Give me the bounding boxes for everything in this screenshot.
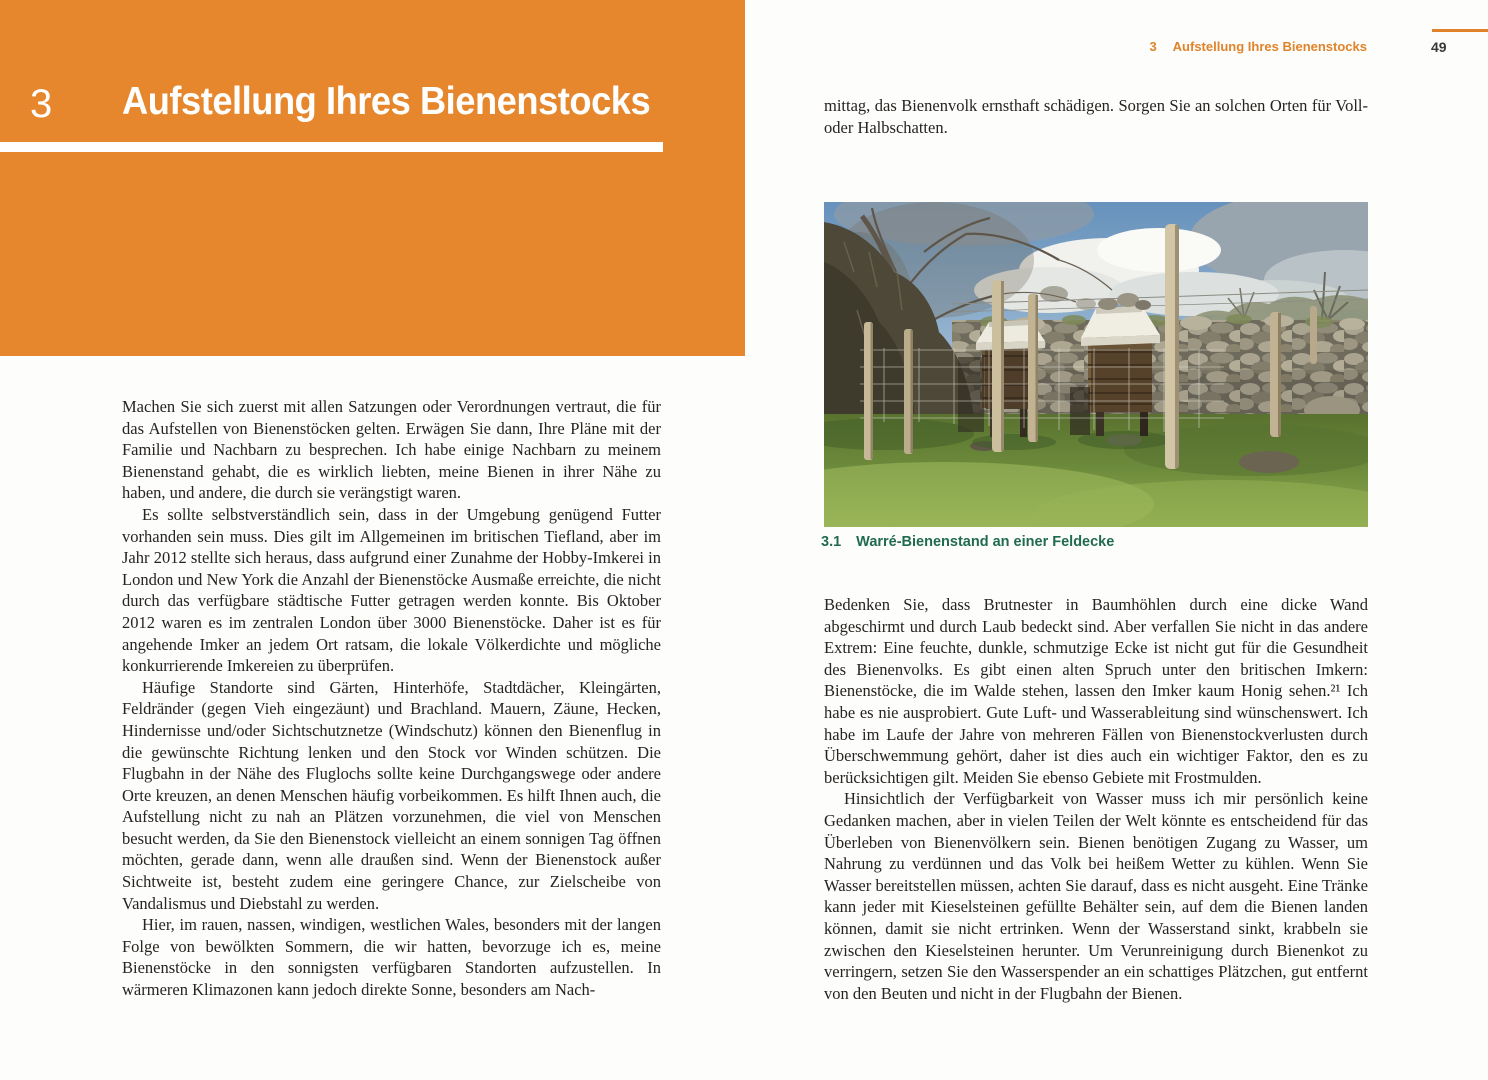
figure-caption-text: Warré-Bienenstand an einer Feldecke (856, 534, 1115, 550)
paragraph: Hinsichtlich der Verfügbarkeit von Wasser muss ich mir persönlich keine Gedanken machen, aber in vielen Teilen der Welt könnte es entscheidend für das Überleben von Bienenvölkern sein. Bienen benötigen Zugang zu Wasser, um Nahrung zu verdünnen und das Volk bei heißem Wetter zu kühlen. Wenn Sie Wasser bereitstellen müssen, achten Sie darauf, dass es nicht ausgeht. Eine Tränke kann jeder mit Kieselsteinen gefüllte Behälter sein, auf dem die Bienen landen können, damit sie nicht ertrinken. Wenn der Wasserstand sinkt, krabbeln sie zwischen den Kieselsteinen herunter. Um Verunreinigung durch Bienenkot zu verringern, setzen Sie den Wasserspender an ein schattiges Plätzchen, gut entfernt von den Beuten und nicht in der Flugbahn der Bienen. (824, 789, 1368, 1003)
figure-3-1 (824, 202, 1368, 527)
running-header-chapter-number: 3 (1149, 39, 1157, 54)
folio-rule (1432, 29, 1488, 32)
left-page-text-column (122, 396, 661, 1001)
figure-caption-number: 3.1 (821, 534, 842, 550)
chapter-title-rule (0, 142, 663, 152)
paragraph: Bedenken Sie, dass Brutnester in Baumhöhlen durch eine dicke Wand abgeschirmt und durch Laub bedeckt sind. Aber verfallen Sie nicht in das andere Extrem: Eine feuchte, dunkle, schmutzige Ecke ist nicht gut für die Gesundheit des Bienenvolks. Es gibt einen alten Spruch unter den britischen Imkern: Bienenstöcke, die im Walde stehen, lassen den Imker kaum Honig sehen.²¹ Ich habe es nie ausprobiert. Gute Luft- und Wasserableitung sind wünschenswert. Ich habe im Laufe der Jahre von mehreren Fällen von Bienenstockverlusten durch Überschwemmung gehört, daher ist dies auch ein wichtiger Faktor, den es zu berücksichtigen gilt. Meiden Sie ebenso Gebiete mit Frostmulden. (824, 595, 1368, 787)
paragraph: Es sollte selbstverständlich sein, dass in der Umgebung genügend Futter vorhanden sein muss. Dies gilt im Allgemeinen im britischen Tiefland, aber im Jahr 2012 stellte sich heraus, dass aufgrund einer Zunahme der Hobby-Imkerei in London und New York die Anzahl der Bienenstöcke Ausmaße erreichte, die nicht durch das verfügbare städtische Futter getragen werden konnte. Bis Oktober 2012 waren es im zentralen London über 3000 Bienenstöcke. Daher ist es für angehende Imker an jedem Ort ratsam, die lokale Völkerdichte und mögliche konkurrierende Imkereien zu überprüfen. (122, 504, 661, 676)
photo-shadow-gap (1070, 387, 1090, 435)
photo-shadow-gap (958, 357, 984, 432)
right-page-intro-text (824, 95, 1368, 138)
running-header-title: Aufstellung Ihres Bienenstocks (1172, 39, 1367, 54)
paragraph: Machen Sie sich zuerst mit allen Satzungen oder Verordnungen vertraut, die für das Aufstellen von Bienenstöcken gelten. Erwägen Sie dann, Ihre Pläne mit der Familie und Nachbarn zu besprechen. Ich habe einige Nachbarn zu meinem Bienenstand gehabt, die es wirklich liebten, meine Bienen in ihrer Nähe zu haben, und andere, die durch sie verängstigt waren. (122, 397, 661, 503)
chapter-number: 3 (30, 82, 53, 126)
photo-hive-shadow (1078, 431, 1170, 449)
chapter-header-block (0, 0, 745, 356)
running-header (1149, 39, 1367, 54)
chapter-title: Aufstellung Ihres Bienenstocks (122, 80, 651, 123)
paragraph: Häufige Standorte sind Gärten, Hinterhöfe, Stadtdächer, Kleingärten, Feldränder (gegen Vieh eingezäunt) und Brachland. Mauern, Zäune, Hecken, Hindernisse und/oder Sichtschutznetze (Windschutz) können den Bienenflug in die gewünschte Richtung lenken und den Stock vor Winden schützen. Die Flugbahn in der Nähe des Fluglochs sollte keine Durchgangswege oder andere Orte kreuzen, an denen Menschen häufig vorbeikommen. Es hilft Ihnen auch, die Aufstellung nicht zu nah an Plätzen vorzunehmen, die viel von Menschen besucht werden, da Sie den Bienenstock vielleicht an einem sonnigen Tag öffnen möchten, gerade dann, wenn alle draußen sind. Wenn der Bienenstock außer Sichtweite ist, besteht zudem eine geringere Chance, zur Zielscheibe von Vandalismus und Diebstahl zu werden. (122, 677, 661, 913)
right-page-text-column (824, 594, 1368, 1004)
paragraph: Hier, im rauen, nassen, windigen, westlichen Wales, besonders mit der langen Folge von bewölkten Sommern, die wir hatten, bevorzuge ich es, meine Bienenstöcke in den sonnigsten verfügbaren Standorten aufzustellen. In wärmeren Klimazonen kann jedoch direkte Sonne, besonders am Nach- (122, 915, 661, 1000)
beehive-photo (824, 202, 1368, 527)
paragraph: mittag, das Bienenvolk ernsthaft schädigen. Sorgen Sie an solchen Orten für Voll- oder Halbschatten. (824, 96, 1368, 137)
figure-caption (821, 534, 1114, 550)
photo-hive-shadow (972, 434, 1056, 450)
page-number: 49 (1431, 39, 1447, 55)
